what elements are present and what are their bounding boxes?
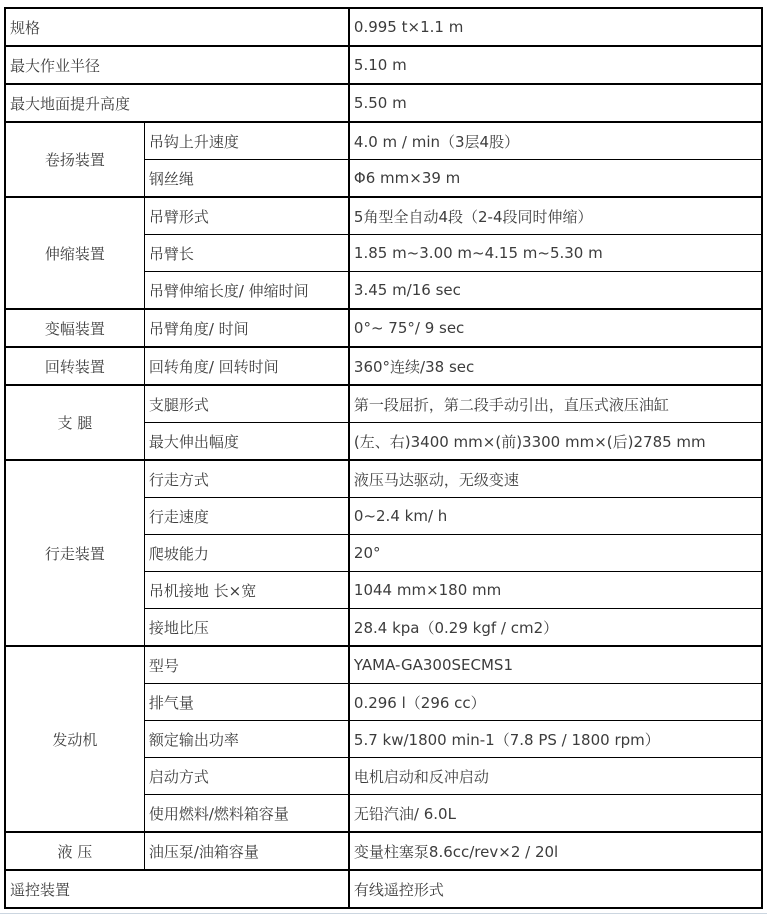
spec-item-cell: 排气量 (144, 684, 349, 721)
spec-group-cell: 回转装置 (5, 347, 144, 385)
spec-value-cell: 有线遥控形式 (349, 870, 762, 908)
spec-item-cell: 行走方式 (144, 460, 349, 498)
spec-label-cell: 最大作业半径 (5, 46, 349, 84)
spec-value-cell: 5.7 kw/1800 min-1（7.8 PS / 1800 rpm） (349, 721, 762, 758)
spec-value-cell: 电机启动和反冲启动 (349, 758, 762, 795)
spec-item-cell: 额定输出功率 (144, 721, 349, 758)
spec-value-cell: 0.995 t×1.1 m (349, 8, 762, 46)
table-row (5, 8, 762, 46)
spec-table (4, 7, 763, 909)
spec-value-cell: 0~2.4 km/ h (349, 498, 762, 535)
spec-value-cell: 1044 mm×180 mm (349, 572, 762, 609)
spec-label-cell: 规格 (5, 8, 349, 46)
spec-value-cell: 28.4 kpa（0.29 kgf / cm2） (349, 609, 762, 647)
spec-value-cell: 3.45 m/16 sec (349, 272, 762, 310)
spec-group-cell: 支 腿 (5, 385, 144, 460)
spec-item-cell: 接地比压 (144, 609, 349, 647)
table-row (5, 46, 762, 84)
spec-item-cell: 使用燃料/燃料箱容量 (144, 795, 349, 833)
spec-label-cell: 最大地面提升高度 (5, 84, 349, 122)
spec-group-cell: 伸缩装置 (5, 197, 144, 309)
spec-group-cell: 卷扬装置 (5, 122, 144, 197)
spec-item-cell: 行走速度 (144, 498, 349, 535)
spec-label-cell: 遥控装置 (5, 870, 349, 908)
spec-item-cell: 启动方式 (144, 758, 349, 795)
table-row (5, 84, 762, 122)
spec-item-cell: 支腿形式 (144, 385, 349, 423)
table-row (5, 347, 762, 385)
spec-item-cell: 吊臂形式 (144, 197, 349, 235)
spec-value-cell: (左、右)3400 mm×(前)3300 mm×(后)2785 mm (349, 423, 762, 461)
spec-value-cell: 1.85 m~3.00 m~4.15 m~5.30 m (349, 235, 762, 272)
spec-value-cell: YAMA-GA300SECMS1 (349, 646, 762, 684)
table-row (5, 870, 762, 908)
spec-item-cell: 吊臂伸缩长度/ 伸缩时间 (144, 272, 349, 310)
spec-value-cell: 0.296 l（296 cc） (349, 684, 762, 721)
spec-value-cell: 5角型全自动4段（2-4段同时伸缩） (349, 197, 762, 235)
spec-value-cell: 20° (349, 535, 762, 572)
spec-value-cell: 4.0 m / min（3层4股） (349, 122, 762, 160)
spec-value-cell: 第一段屈折，第二段手动引出，直压式液压油缸 (349, 385, 762, 423)
spec-group-cell: 液 压 (5, 832, 144, 870)
spec-value-cell: 5.50 m (349, 84, 762, 122)
table-row (5, 385, 762, 423)
spec-group-cell: 行走装置 (5, 460, 144, 646)
spec-item-cell: 钢丝绳 (144, 160, 349, 198)
spec-group-cell: 变幅装置 (5, 309, 144, 347)
spec-group-cell: 发动机 (5, 646, 144, 832)
spec-item-cell: 吊钩上升速度 (144, 122, 349, 160)
spec-value-cell: Φ6 mm×39 m (349, 160, 762, 198)
table-row (5, 832, 762, 870)
spec-value-cell: 无铅汽油/ 6.0L (349, 795, 762, 833)
spec-item-cell: 吊臂角度/ 时间 (144, 309, 349, 347)
spec-item-cell: 型号 (144, 646, 349, 684)
spec-item-cell: 回转角度/ 回转时间 (144, 347, 349, 385)
spec-item-cell: 最大伸出幅度 (144, 423, 349, 461)
table-row (5, 122, 762, 160)
table-row (5, 197, 762, 235)
table-row (5, 460, 762, 498)
spec-item-cell: 吊臂长 (144, 235, 349, 272)
spec-value-cell: 0°~ 75°/ 9 sec (349, 309, 762, 347)
spec-value-cell: 5.10 m (349, 46, 762, 84)
spec-value-cell: 360°连续/38 sec (349, 347, 762, 385)
spec-item-cell: 吊机接地 长×宽 (144, 572, 349, 609)
spec-item-cell: 油压泵/油箱容量 (144, 832, 349, 870)
table-row (5, 309, 762, 347)
spec-value-cell: 变量柱塞泵8.6cc/rev×2 / 20l (349, 832, 762, 870)
spec-value-cell: 液压马达驱动，无级变速 (349, 460, 762, 498)
spec-item-cell: 爬坡能力 (144, 535, 349, 572)
table-row (5, 646, 762, 684)
